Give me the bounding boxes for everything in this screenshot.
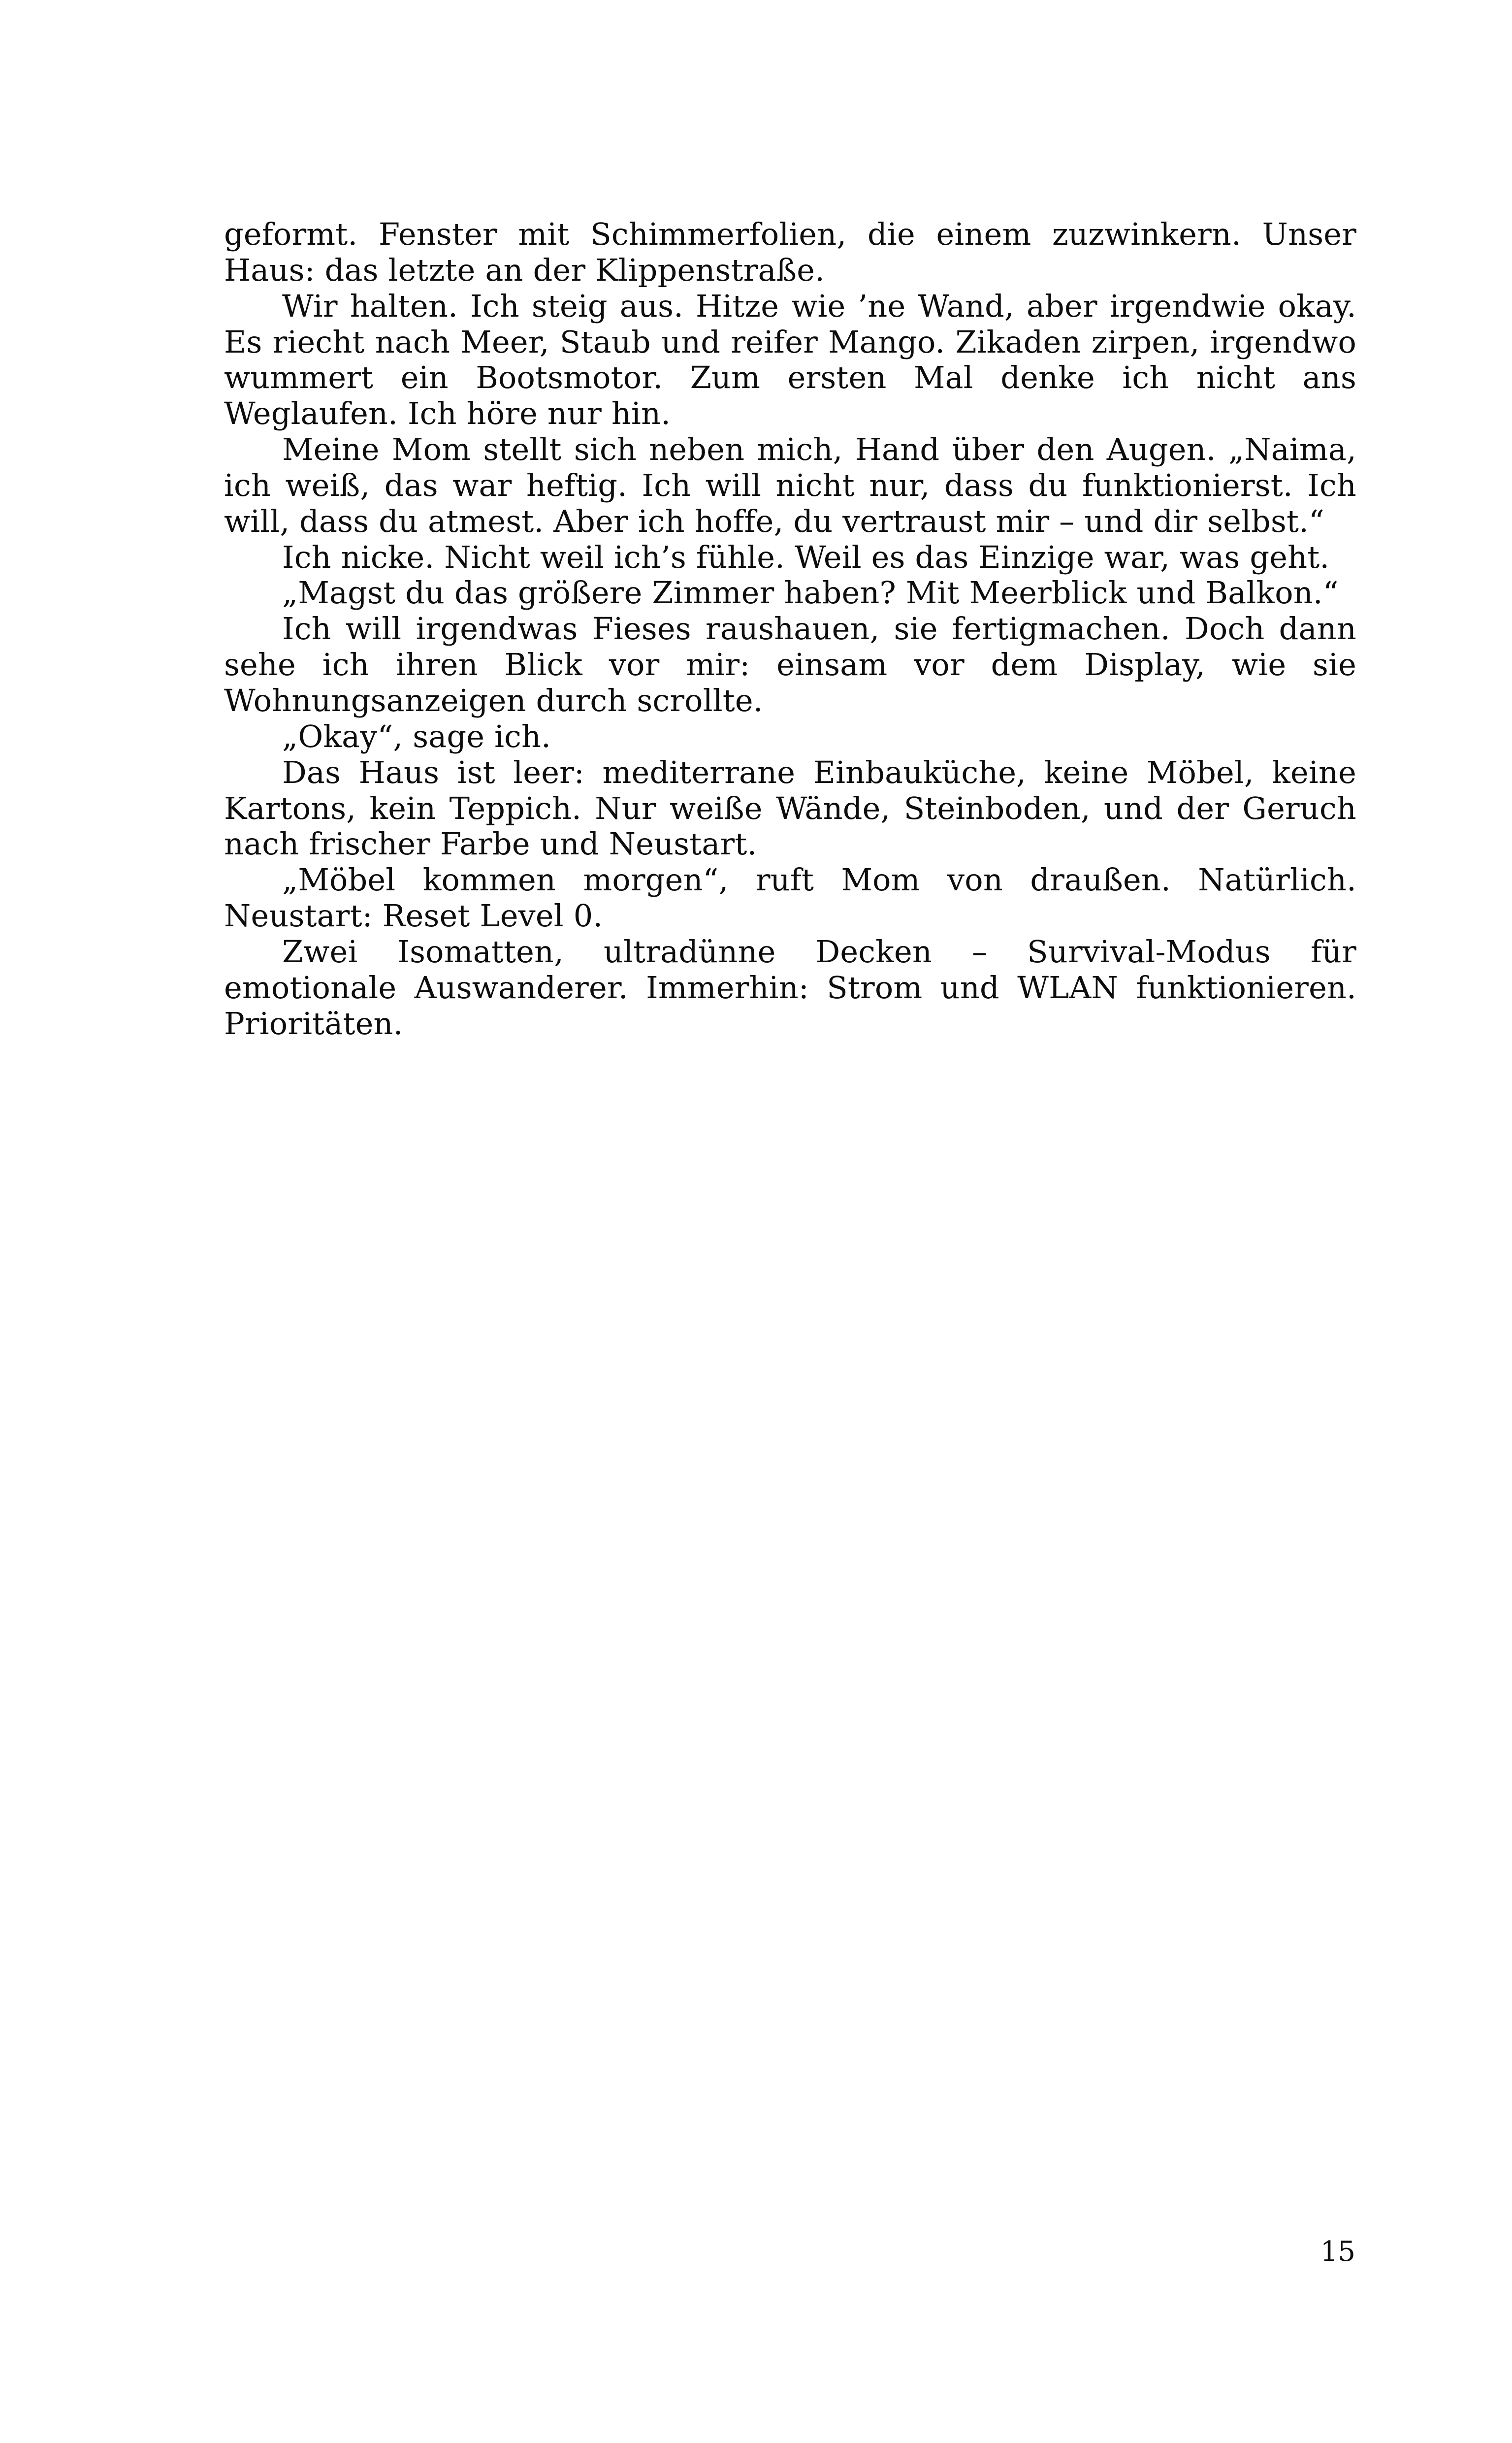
paragraph: Ich nicke. Nicht weil ich’s fühle. Weil es das Einzige war, was geht. — [282, 539, 1330, 575]
paragraph: Wir halten. Ich steig aus. Hitze wie ’ne Wand, aber irgendwie okay. Es riecht nach Meer, Staub und reifer Mango. Zikaden zirpen, irgendwo wummert ein Bootsmotor. Zum ersten Mal denke ich nicht ans Weglaufen. Ich höre nur hin. — [224, 288, 1356, 432]
paragraph: „Möbel kommen morgen“, ruft Mom von draußen. Natürlich. Neustart: Reset Level 0. — [224, 862, 1356, 934]
page-number: 15 — [1320, 2236, 1355, 2268]
paragraph: „Magst du das größere Zimmer haben? Mit Meerblick und Balkon.“ — [282, 575, 1339, 611]
paragraph: Das Haus ist leer: mediterrane Einbauküche, keine Möbel, keine Kartons, kein Teppich. Nur weiße Wände, Steinboden, und der Geruch nach frischer Farbe und Neustart. — [224, 754, 1356, 862]
paragraph: geformt. Fenster mit Schimmerfolien, die einem zuzwinkern. Unser Haus: das letzte an der Klippenstraße. — [224, 216, 1356, 288]
paragraph: Ich will irgendwas Fieses raushauen, sie fertigmachen. Doch dann sehe ich ihren Blick vor mir: einsam vor dem Display, wie sie Wohnungsanzeigen durch scrollte. — [224, 611, 1356, 718]
paragraph: „Okay“, sage ich. — [282, 718, 551, 754]
paragraph: Meine Mom stellt sich neben mich, Hand über den Augen. „Naima, ich weiß, das war heftig. Ich will nicht nur, dass du funktionierst. Ich will, dass du atmest. Aber ich hoffe, du vertraust mir – und dir selbst.“ — [224, 431, 1356, 539]
page-body-text — [224, 217, 1356, 1042]
paragraph: Zwei Isomatten, ultradünne Decken – Survival-Modus für emotionale Auswanderer. Immerhin: Strom und WLAN funktionieren. Prioritäten. — [224, 933, 1356, 1042]
